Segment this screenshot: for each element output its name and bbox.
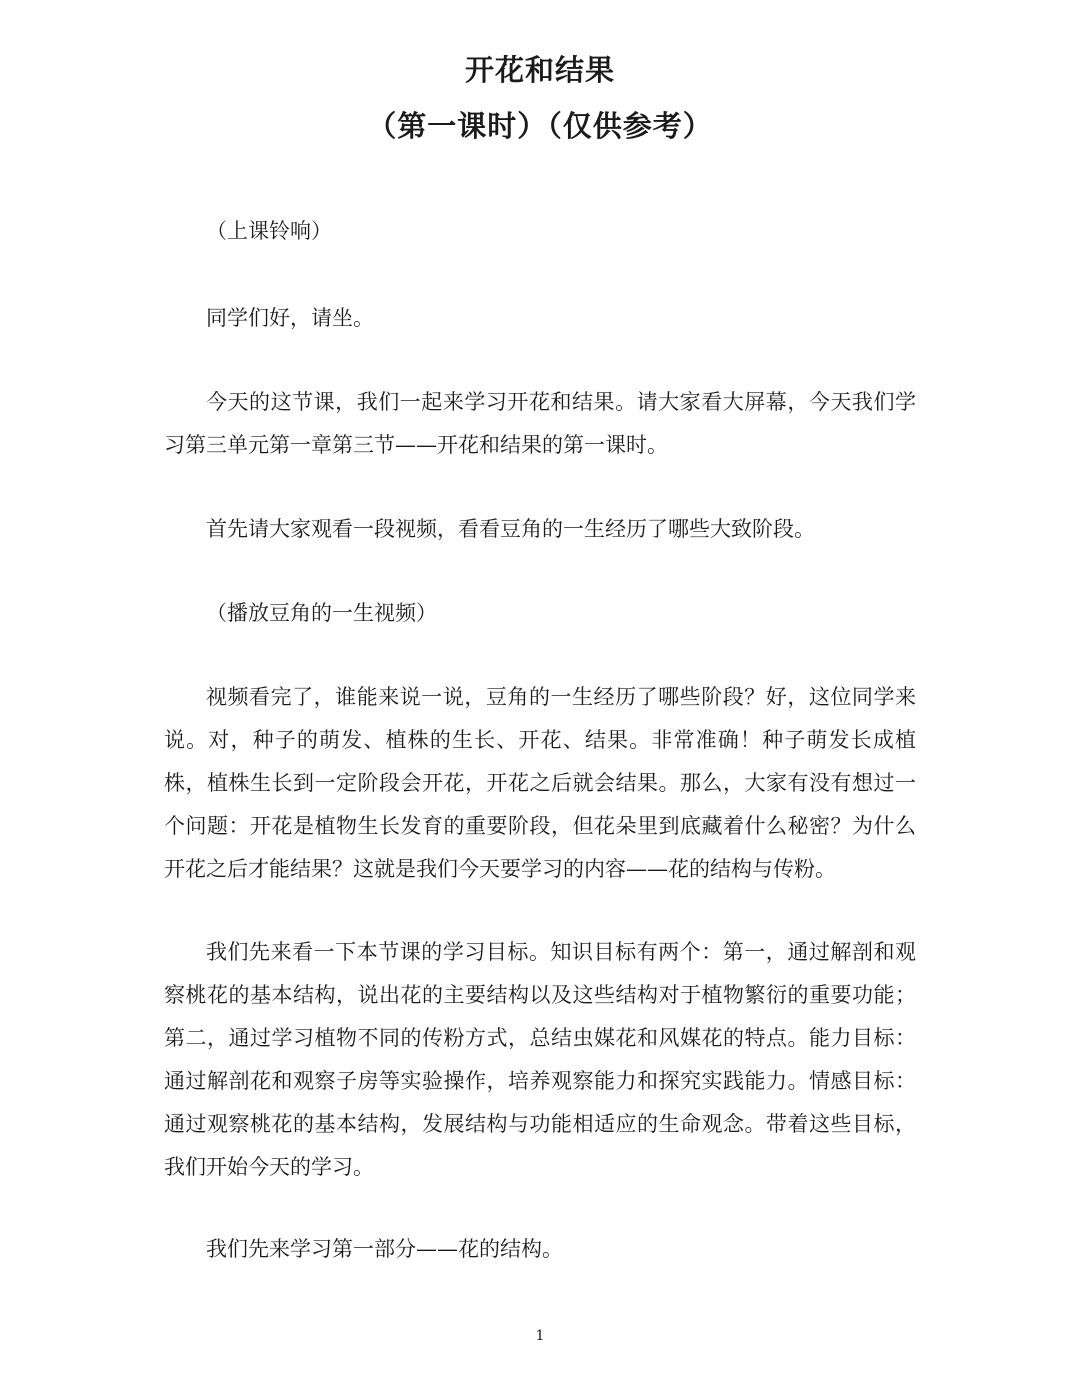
paragraph-greeting: 同学们好，请坐。	[206, 306, 374, 330]
document-subtitle: （第一课时）（仅供参考）	[367, 109, 713, 143]
paragraph-play-video: （播放豆角的一生视频）	[206, 601, 437, 625]
paragraph-video-prompt: 首先请大家观看一段视频，看看豆角的一生经历了哪些大致阶段。	[206, 517, 815, 541]
document-title: 开花和结果	[464, 53, 615, 87]
paragraph-discussion: 视频看完了，谁能来说一说，豆角的一生经历了哪些阶段？好，这位同学来说。对，种子的萌发、植株的生长、开花、结果。非常准确！种子萌发长成植株，植株生长到一定阶段会开花，开花之后就会结果。那么，大家有没有想过一个问题：开花是植物生长发育的重要阶段，但花朵里到底藏着什么秘密？为什么开花之后才能结果？这就是我们今天要学习的内容——花的结构与传粉。	[164, 685, 916, 881]
page-number: 1	[535, 1328, 545, 1344]
paragraph-objectives: 我们先来看一下本节课的学习目标。知识目标有两个：第一，通过解剖和观察桃花的基本结构，说出花的主要结构以及这些结构对于植物繁衍的重要功能；第二，通过学习植物不同的传粉方式，总结虫媒花和风媒花的特点。能力目标：通过解剖花和观察子房等实验操作，培养观察能力和探究实践能力。情感目标：通过观察桃花的基本结构，发展结构与功能相适应的生命观念。带着这些目标，我们开始今天的学习。	[164, 940, 916, 1179]
paragraph-intro: 今天的这节课，我们一起来学习开花和结果。请大家看大屏幕，今天我们学习第三单元第一章第三节——开花和结果的第一课时。	[164, 390, 916, 457]
paragraph-bell: （上课铃响）	[206, 219, 332, 243]
paragraph-part-one: 我们先来学习第一部分——花的结构。	[206, 1237, 563, 1261]
